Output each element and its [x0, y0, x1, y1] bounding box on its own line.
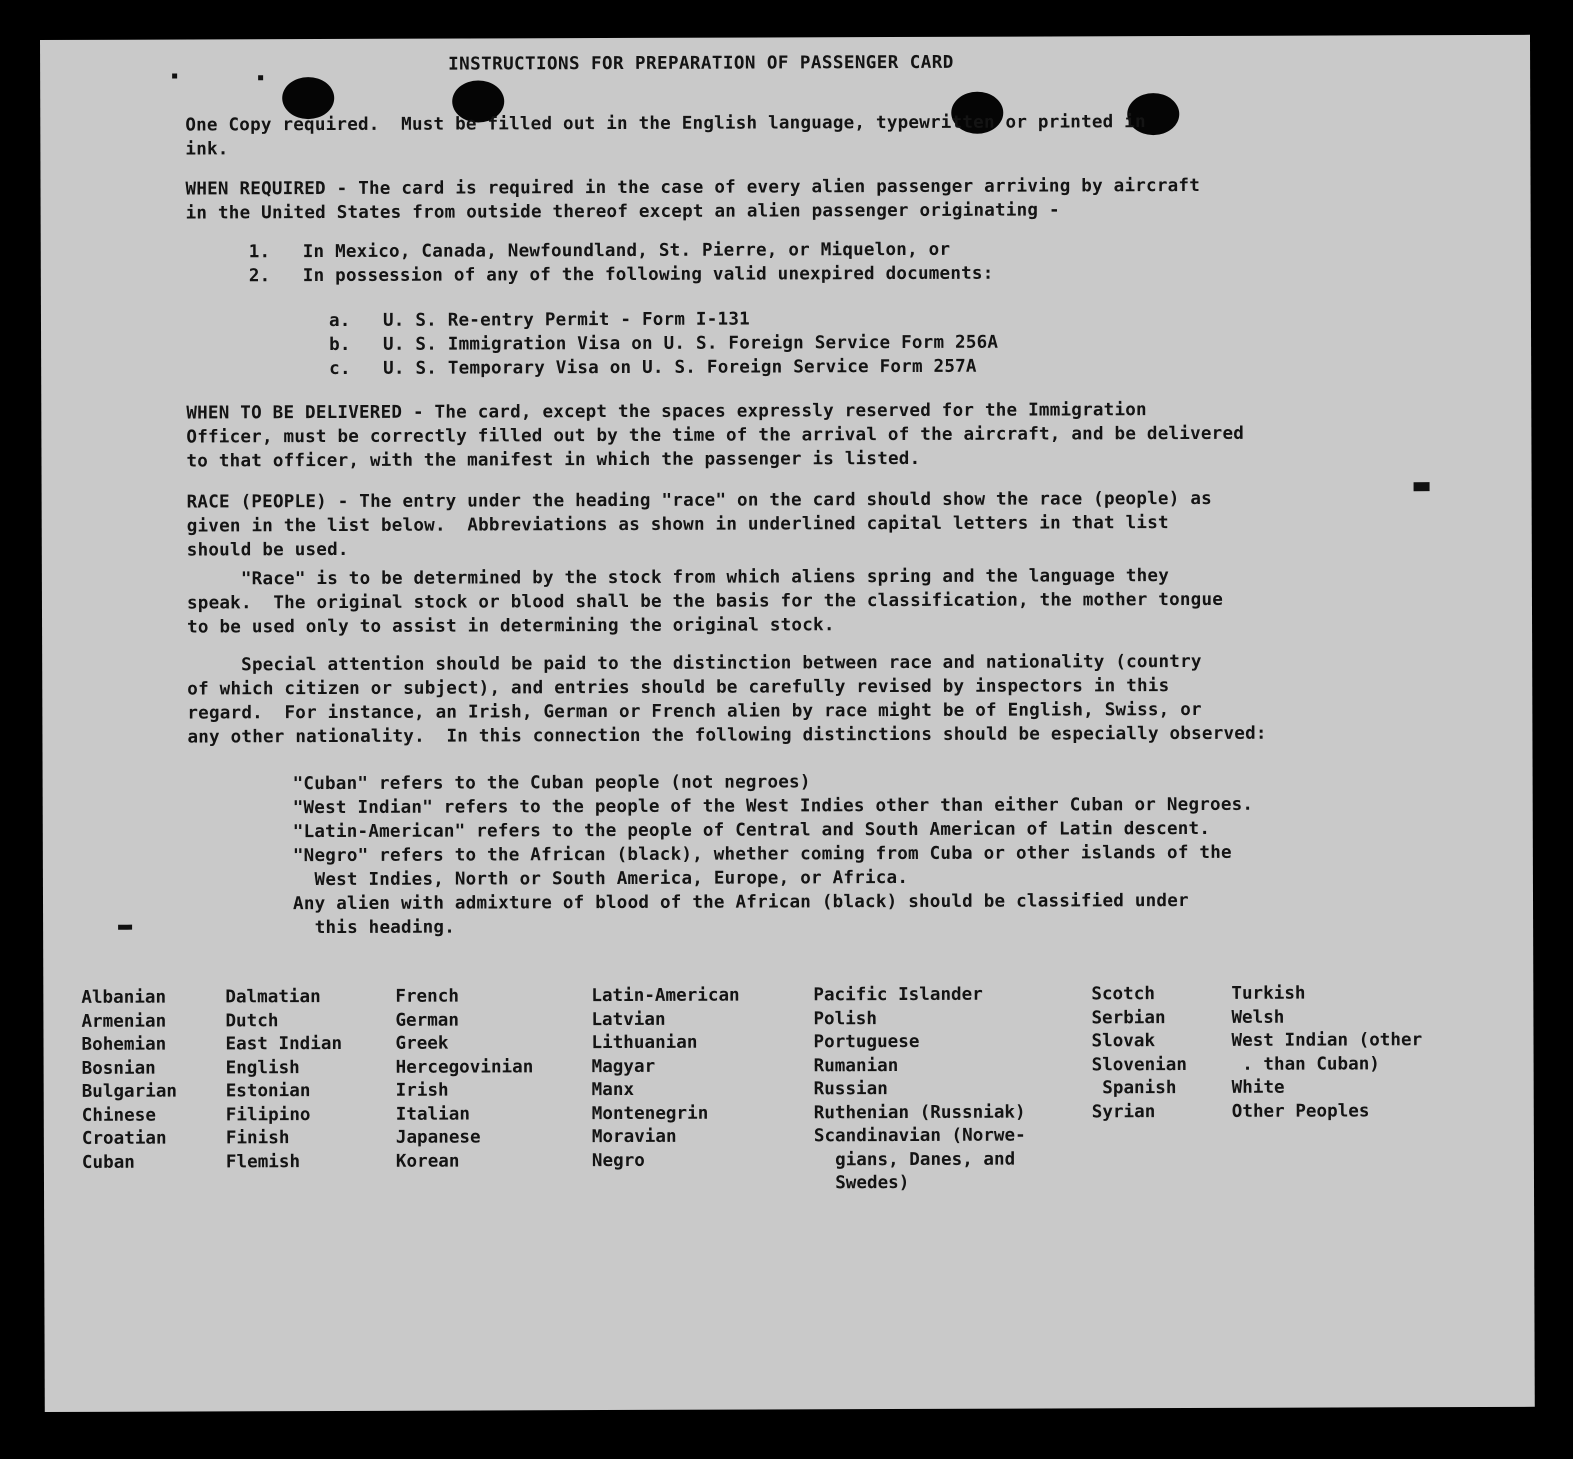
race-item: . than Cuban): [1231, 1053, 1380, 1075]
race-column: [395, 985, 533, 1173]
ink-speck: [118, 925, 132, 930]
ink-speck: [258, 75, 263, 80]
race-item: Welsh: [1231, 1007, 1285, 1028]
text-line: given in the list below. Abbreviations as shown in underlined capital letters in that list: [186, 513, 1169, 537]
list-item: West Indies, North or South America, Europe, or Africa.: [292, 867, 909, 891]
race-item: Syrian: [1091, 1101, 1156, 1122]
list-item: "West Indian" refers to the people of the West Indies other than either Cuban or Negroes.: [292, 794, 1254, 819]
race-item: Flemish: [225, 1151, 301, 1172]
race-item: Korean: [395, 1151, 460, 1172]
ink-speck: [172, 74, 177, 79]
text-line: of which citizen or subject), and entries should be carefully revised by inspectors in this: [187, 676, 1170, 700]
race-column: [81, 987, 177, 1175]
ink-speck: [1414, 482, 1430, 491]
race-item: Hercegovinian: [395, 1056, 534, 1078]
document-page: [40, 35, 1535, 1412]
race-item: Slovenian: [1091, 1054, 1187, 1075]
list-item: b. U. S. Immigration Visa on U. S. Foreign Service Form 256A: [329, 332, 999, 355]
race-item: Scandinavian (Norwe-: [813, 1125, 1026, 1147]
text-line: should be used.: [186, 539, 349, 561]
race-item: English: [225, 1057, 300, 1078]
race-item: Slovak: [1091, 1031, 1156, 1052]
race-item: Other Peoples: [1231, 1100, 1370, 1122]
race-item: Rumanian: [813, 1055, 899, 1076]
race-item: Magyar: [591, 1056, 656, 1077]
list-item: "Negro" refers to the African (black), whether coming from Cuba or other islands of the: [292, 842, 1232, 867]
race-column: [1091, 983, 1187, 1124]
race-item: Negro: [591, 1150, 645, 1171]
race-column: [1231, 982, 1422, 1124]
race-item: Moravian: [591, 1126, 677, 1148]
race-item: Estonian: [225, 1081, 311, 1102]
race-item: Japanese: [395, 1127, 481, 1148]
race-item: German: [395, 1010, 460, 1031]
list-item: 2. In possession of any of the following valid unexpired documents:: [248, 263, 994, 287]
text-line: to that officer, with the manifest in which the passenger is listed.: [186, 448, 921, 472]
conditions-list: [249, 238, 994, 289]
race-column: [813, 984, 1026, 1196]
race-item: Turkish: [1231, 983, 1306, 1004]
race-paragraph: [187, 487, 1213, 563]
text-line: One Copy required. Must be filled out in the English language, typewritten or printed in: [185, 112, 1146, 136]
race-item: Pacific Islander: [813, 984, 983, 1006]
race-list: [81, 982, 1502, 1207]
text-line: in the United States from outside thereof except an alien passenger originating -: [185, 200, 1060, 224]
race-column: [591, 985, 740, 1174]
race-item: Dalmatian: [225, 987, 321, 1008]
race-item: Latvian: [591, 1009, 666, 1030]
race-item: French: [395, 986, 459, 1007]
race-item: Cuban: [81, 1152, 135, 1173]
text-line: Special attention should be paid to the distinction between race and nationality (country: [187, 651, 1202, 676]
text-line: regard. For instance, an Irish, German or French alien by race might be of English, Swiss, or: [187, 699, 1202, 724]
race-item: Finish: [225, 1128, 290, 1149]
race-item: Bohemian: [81, 1034, 167, 1055]
documents-list: [329, 307, 998, 381]
text-line: WHEN TO BE DELIVERED - The card, except the spaces expressly reserved for the Immigration: [186, 400, 1147, 424]
race-definition-paragraph: [187, 564, 1223, 640]
list-item: this heading.: [293, 917, 456, 939]
list-item: "Latin-American" refers to the people of Central and South American of Latin descent.: [292, 818, 1211, 843]
race-column: [225, 986, 342, 1174]
race-item: Spanish: [1091, 1078, 1177, 1099]
race-item: West Indian (other: [1231, 1030, 1423, 1051]
when-required-paragraph: [185, 174, 1200, 226]
page-title: INSTRUCTIONS FOR PREPARATION OF PASSENGER CARD: [448, 52, 954, 75]
race-item: Dutch: [225, 1010, 279, 1031]
race-item: Swedes): [813, 1172, 910, 1194]
race-item: Ruthenian (Russniak): [813, 1102, 1026, 1123]
race-item: Montenegrin: [591, 1103, 709, 1124]
text-line: ink.: [185, 139, 229, 160]
distinctions-list: [293, 769, 1254, 940]
race-item: Italian: [395, 1104, 470, 1125]
list-item: 1. In Mexico, Canada, Newfoundland, St. Pierre, or Miquelon, or: [248, 239, 951, 263]
special-attention-paragraph: [187, 650, 1267, 750]
race-item: Polish: [813, 1008, 878, 1029]
race-item: gians, Danes, and: [813, 1149, 1016, 1170]
race-item: Filipino: [225, 1104, 311, 1125]
race-item: Armenian: [81, 1011, 167, 1032]
race-item: Latin-American: [591, 985, 740, 1007]
race-item: Chinese: [81, 1105, 156, 1126]
race-item: Russian: [813, 1079, 888, 1100]
text-line: Officer, must be correctly filled out by the time of the arrival of the aircraft, and be delivered: [186, 423, 1245, 448]
race-item: White: [1231, 1077, 1285, 1098]
intro-paragraph: [185, 110, 1146, 161]
text-line: speak. The original stock or blood shall be the basis for the classification, the mother tongue: [186, 589, 1224, 614]
when-delivered-paragraph: [186, 398, 1244, 474]
list-item: "Cuban" refers to the Cuban people (not negroes): [292, 772, 811, 795]
text-line: to be used only to assist in determining the original stock.: [187, 615, 835, 638]
race-item: Serbian: [1091, 1007, 1166, 1028]
list-item: c. U. S. Temporary Visa on U. S. Foreign Service Form 257A: [329, 356, 977, 379]
race-item: Greek: [395, 1033, 449, 1054]
list-item: Any alien with admixture of blood of the African (black) should be classified under: [292, 890, 1189, 915]
text-line: RACE (PEOPLE) - The entry under the heading "race" on the card should show the race (people) as: [186, 488, 1212, 513]
race-item: Lithuanian: [591, 1032, 698, 1054]
race-item: Bulgarian: [81, 1081, 178, 1102]
list-item: a. U. S. Re-entry Permit - Form I-131: [328, 309, 750, 331]
race-item: Croatian: [81, 1128, 167, 1149]
race-item: Portuguese: [813, 1031, 920, 1053]
text-line: any other nationality. In this connection the following distinctions should be especially observed:: [187, 723, 1267, 748]
text-line: WHEN REQUIRED - The card is required in the case of every alien passenger arriving by aircraft: [185, 175, 1201, 200]
text-line: "Race" is to be determined by the stock from which aliens spring and the language they: [186, 566, 1170, 590]
race-item: Scotch: [1091, 984, 1155, 1005]
race-item: Bosnian: [81, 1058, 156, 1079]
race-item: Albanian: [81, 987, 167, 1008]
race-item: East Indian: [225, 1033, 343, 1055]
race-item: Irish: [395, 1080, 449, 1101]
race-item: Manx: [591, 1079, 635, 1101]
